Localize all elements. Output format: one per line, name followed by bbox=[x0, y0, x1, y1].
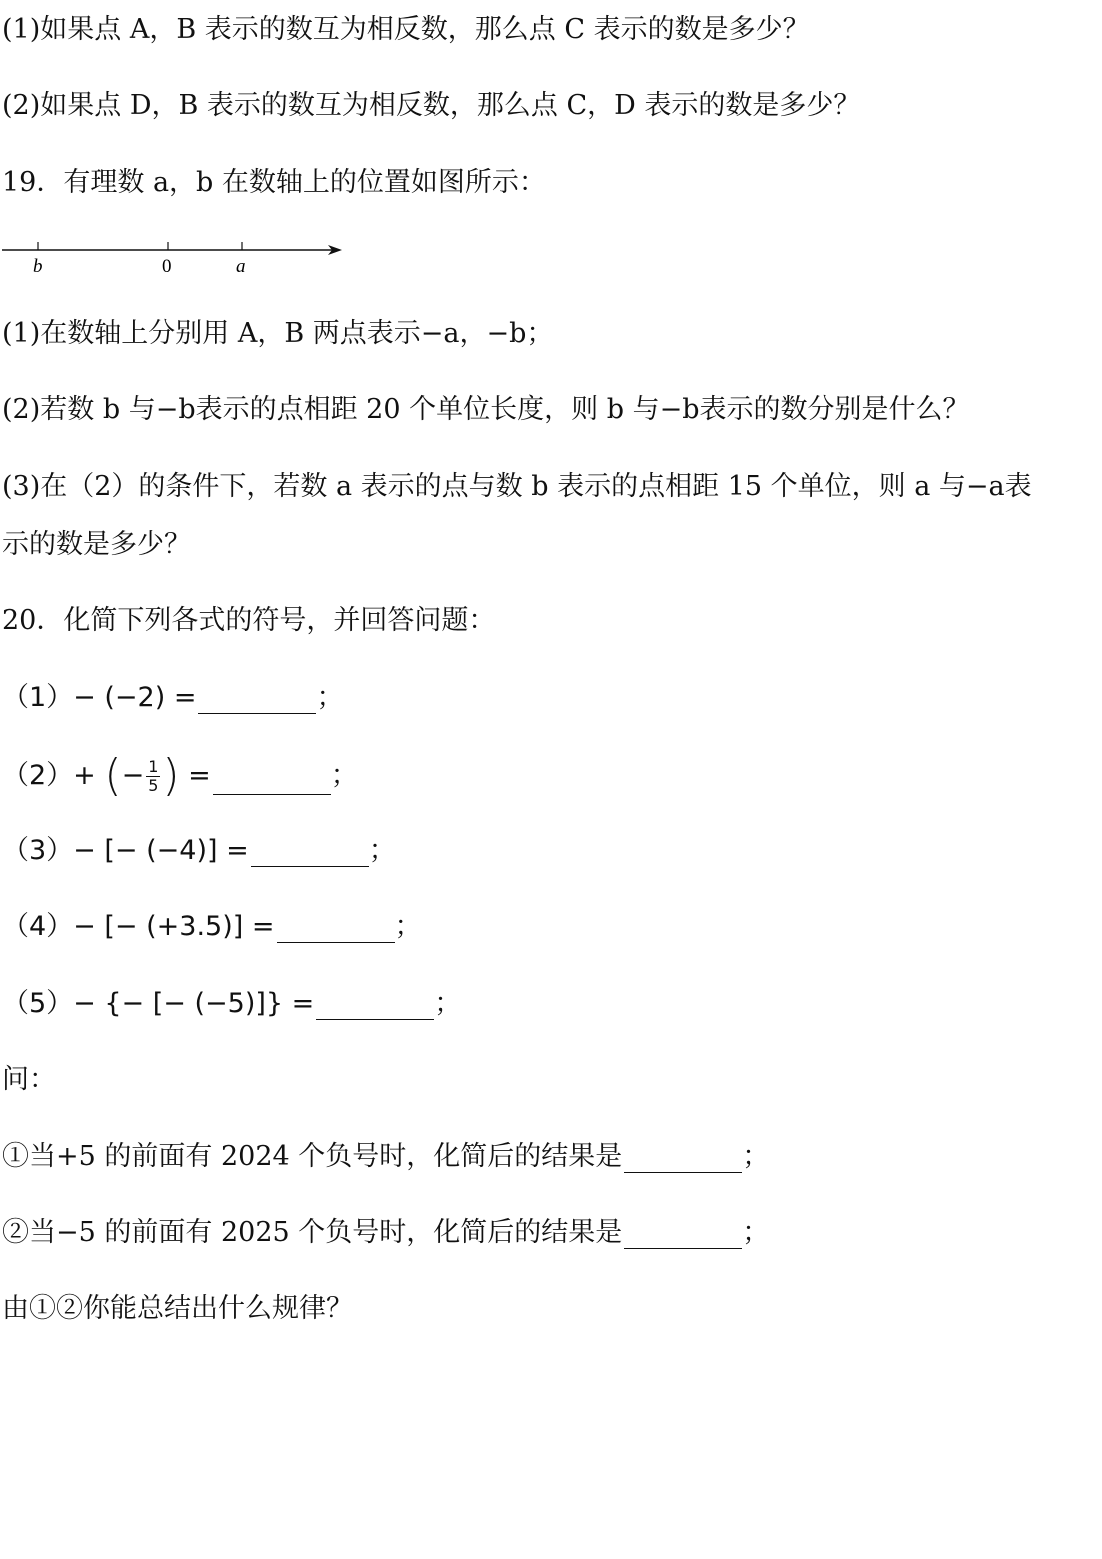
semicolon: ； bbox=[316, 682, 344, 713]
label-b: b bbox=[33, 256, 43, 277]
q19-part3-line1: (3)在（2）的条件下，若数 a 表示的点与数 b 表示的点相距 15 个单位，则 a 与−a表 bbox=[2, 471, 1032, 502]
answer-blank[interactable] bbox=[251, 840, 369, 867]
answer-blank[interactable] bbox=[624, 1146, 742, 1173]
q20-item2-prefix: （2）+ bbox=[2, 760, 96, 791]
minus-sign: − bbox=[121, 760, 145, 791]
ask-item1 bbox=[2, 1141, 769, 1173]
ask-item1-text: ①当+5 的前面有 2024 个负号时，化简后的结果是 bbox=[2, 1141, 623, 1172]
q20-item5-expr: （5）− {− [− (−5)]} = bbox=[2, 988, 315, 1019]
semicolon: ； bbox=[394, 911, 422, 942]
left-paren: ( bbox=[104, 750, 122, 801]
q20-item3 bbox=[2, 835, 396, 867]
q19-title: 19．有理数 a，b 在数轴上的位置如图所示： bbox=[2, 167, 546, 198]
q20-item1 bbox=[2, 682, 343, 714]
fraction-numerator: 1 bbox=[148, 757, 159, 776]
q20-item3-expr: （3）− [− (−4)] = bbox=[2, 835, 249, 866]
ask-item3: 由①②你能总结出什么规律？ bbox=[2, 1293, 353, 1324]
q20-item4 bbox=[2, 911, 422, 943]
answer-blank[interactable] bbox=[213, 768, 331, 795]
label-a: a bbox=[236, 256, 246, 277]
q18-part1: (1)如果点 A，B 表示的数互为相反数，那么点 C 表示的数是多少？ bbox=[2, 14, 810, 45]
q20-item2-equals: = bbox=[188, 760, 211, 791]
answer-blank[interactable] bbox=[316, 993, 434, 1020]
q18-part2: (2)如果点 D，B 表示的数互为相反数，那么点 C，D 表示的数是多少？ bbox=[2, 90, 861, 121]
q20-item4-expr: （4）− [− (+3.5)] = bbox=[2, 911, 275, 942]
answer-blank[interactable] bbox=[198, 687, 316, 714]
fraction bbox=[146, 758, 160, 795]
semicolon: ； bbox=[742, 1217, 770, 1248]
ask-item2 bbox=[2, 1217, 769, 1249]
semicolon: ； bbox=[434, 988, 462, 1019]
q19-part3-line2: 示的数是多少？ bbox=[2, 529, 191, 560]
number-line bbox=[0, 232, 360, 280]
semicolon: ； bbox=[330, 760, 358, 791]
q20-item2 bbox=[2, 750, 358, 801]
ask-item2-text: ②当−5 的前面有 2025 个负号时，化简后的结果是 bbox=[2, 1217, 623, 1248]
right-paren: ) bbox=[162, 750, 180, 801]
label-zero: 0 bbox=[162, 256, 172, 277]
fraction-denominator: 5 bbox=[148, 776, 159, 795]
q20-title: 20．化简下列各式的符号，并回答问题： bbox=[2, 605, 496, 636]
q19-part1: (1)在数轴上分别用 A，B 两点表示−a，−b； bbox=[2, 318, 554, 349]
answer-blank[interactable] bbox=[277, 916, 395, 943]
q20-item1-expr: （1）− (−2) = bbox=[2, 682, 197, 713]
q20-item5 bbox=[2, 988, 461, 1020]
answer-blank[interactable] bbox=[624, 1222, 742, 1249]
semicolon: ； bbox=[742, 1141, 770, 1172]
semicolon: ； bbox=[368, 835, 396, 866]
ask-label: 问： bbox=[2, 1064, 56, 1095]
q19-part2: (2)若数 b 与−b表示的点相距 20 个单位长度，则 b 与−b表示的数分别是什么？ bbox=[2, 394, 970, 425]
